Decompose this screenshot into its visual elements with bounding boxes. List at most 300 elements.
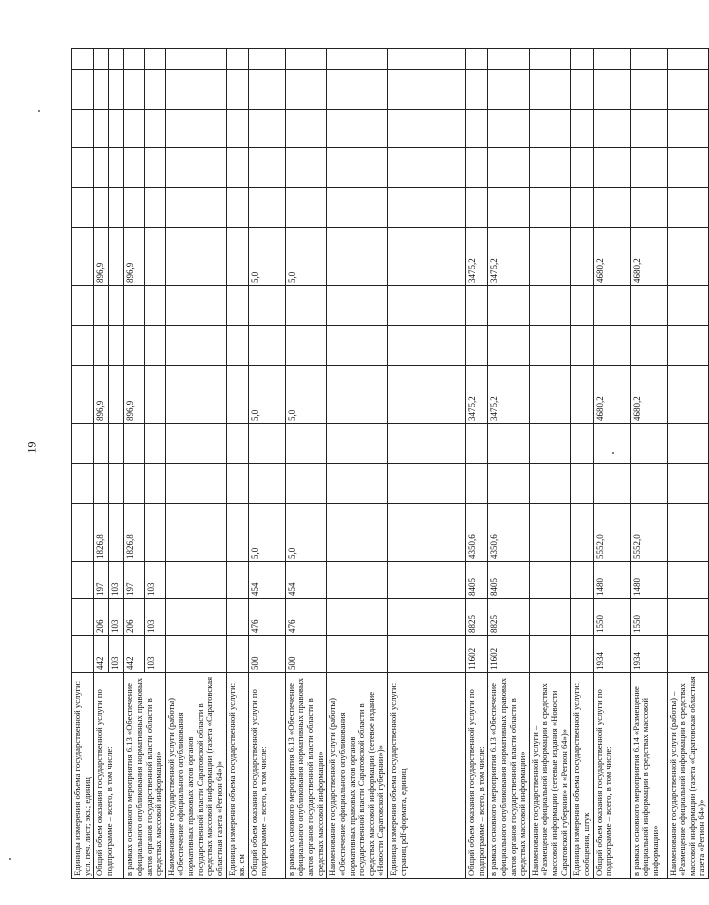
- value-cell: [667, 366, 709, 424]
- value-cell: [165, 366, 226, 424]
- value-cell: [529, 148, 571, 188]
- value-cell: [165, 599, 226, 636]
- value-cell: [124, 188, 145, 228]
- value-cell: [165, 49, 226, 70]
- value-cell: [72, 504, 94, 562]
- value-cell: 5552,0: [630, 504, 667, 562]
- value-cell: [593, 188, 630, 228]
- value-cell: [109, 464, 124, 504]
- value-cell: [630, 49, 667, 70]
- value-cell: 206: [94, 599, 109, 636]
- value-cell: [248, 49, 285, 70]
- value-cell: [94, 188, 109, 228]
- value-cell: [72, 148, 94, 188]
- value-cell: [667, 148, 709, 188]
- table-row: [466, 49, 488, 879]
- value-cell: [327, 636, 388, 673]
- table-row: [529, 49, 571, 879]
- value-cell: [145, 228, 166, 286]
- value-cell: [124, 70, 145, 110]
- value-cell: [388, 148, 466, 188]
- value-cell: [466, 424, 488, 464]
- value-cell: [529, 188, 571, 228]
- value-cell: [248, 148, 285, 188]
- value-cell: [388, 424, 466, 464]
- row-label: Общий объем оказания государственной услуги по подпрограмме – всего, в том числе:: [248, 673, 285, 879]
- value-cell: 4680,2: [593, 228, 630, 286]
- value-cell: [571, 599, 593, 636]
- value-cell: [630, 464, 667, 504]
- value-cell: [94, 464, 109, 504]
- value-cell: [285, 326, 327, 366]
- value-cell: [593, 464, 630, 504]
- value-cell: [667, 504, 709, 562]
- value-cell: [466, 148, 488, 188]
- table-row: [388, 49, 466, 879]
- row-label: Наименование государственной услуги – «Размещение официальной информации в средствах массовой информации (сетевые издания «Новости Саратовской губернии» и «Регион 64»)»: [529, 673, 571, 879]
- value-cell: [226, 366, 248, 424]
- row-label: Наименование государственной услуги (работы) «Обеспечение официального опубликования нормативных правовых актов органов государственной власти Саратовской области в средствах массовой информации (сетевое издание «Новости Саратовской губернии»)»: [327, 673, 388, 879]
- value-cell: 1826,8: [124, 504, 145, 562]
- table-row: [94, 49, 109, 879]
- row-label: в рамках основного мероприятия 6.13 «Обеспечение официального опубликования нормативных правовых актов органов государственной власти области в средствах массовой информации»: [124, 673, 166, 879]
- value-cell: 3475,2: [466, 228, 488, 286]
- value-cell: 896,9: [124, 366, 145, 424]
- value-cell: [165, 326, 226, 366]
- value-cell: [285, 110, 327, 148]
- value-cell: [226, 286, 248, 326]
- value-cell: 896,9: [124, 228, 145, 286]
- value-cell: [667, 562, 709, 599]
- value-cell: 8825: [466, 599, 488, 636]
- value-cell: [529, 504, 571, 562]
- value-cell: [72, 49, 94, 70]
- value-cell: [72, 326, 94, 366]
- value-cell: 4680,2: [630, 228, 667, 286]
- value-cell: 103: [145, 562, 166, 599]
- value-cell: 500: [248, 636, 285, 673]
- value-cell: [165, 70, 226, 110]
- value-cell: 476: [248, 599, 285, 636]
- table-row: [630, 49, 667, 879]
- value-cell: [226, 504, 248, 562]
- value-cell: [529, 366, 571, 424]
- value-cell: [145, 110, 166, 148]
- value-cell: [571, 464, 593, 504]
- value-cell: 476: [285, 599, 327, 636]
- value-cell: [226, 326, 248, 366]
- value-cell: [248, 110, 285, 148]
- value-cell: 454: [285, 562, 327, 599]
- value-cell: [248, 424, 285, 464]
- value-cell: [94, 49, 109, 70]
- value-cell: 197: [94, 562, 109, 599]
- table-row: [248, 49, 285, 879]
- value-cell: 1480: [630, 562, 667, 599]
- value-cell: [630, 286, 667, 326]
- value-cell: [145, 464, 166, 504]
- table-row: [488, 49, 530, 879]
- value-cell: [145, 148, 166, 188]
- value-cell: 896,9: [94, 366, 109, 424]
- value-cell: [248, 464, 285, 504]
- value-cell: [327, 366, 388, 424]
- value-cell: [529, 286, 571, 326]
- value-cell: [529, 424, 571, 464]
- value-cell: 5,0: [248, 504, 285, 562]
- value-cell: [488, 148, 530, 188]
- value-cell: [388, 636, 466, 673]
- value-cell: [571, 636, 593, 673]
- row-label: Общий объем оказания государственной услуги по подпрограмме – всего, в том числе:: [94, 673, 124, 879]
- value-cell: [593, 49, 630, 70]
- value-cell: 442: [124, 636, 145, 673]
- value-cell: [145, 424, 166, 464]
- rotated-table-container: [71, 49, 707, 879]
- table-row: [72, 49, 94, 879]
- value-cell: [466, 49, 488, 70]
- value-cell: [529, 464, 571, 504]
- value-cell: [630, 148, 667, 188]
- row-label: Единица измерения объема государственной услуги: страниц pdf-формата, единиц: [388, 673, 466, 879]
- table-row: [165, 49, 226, 879]
- table-row: [226, 49, 248, 879]
- value-cell: [109, 504, 124, 562]
- value-cell: [571, 286, 593, 326]
- value-cell: [667, 464, 709, 504]
- value-cell: 5,0: [248, 228, 285, 286]
- value-cell: [226, 424, 248, 464]
- value-cell: [145, 504, 166, 562]
- subprogram-volume-table: [71, 48, 709, 879]
- value-cell: [571, 188, 593, 228]
- row-label: Единица измерения объема государственной услуги: сообщения, штук: [571, 673, 593, 879]
- value-cell: [571, 70, 593, 110]
- value-cell: [630, 326, 667, 366]
- value-cell: [285, 464, 327, 504]
- value-cell: [667, 49, 709, 70]
- value-cell: [388, 504, 466, 562]
- value-cell: [226, 188, 248, 228]
- value-cell: [226, 110, 248, 148]
- value-cell: 103: [109, 636, 124, 673]
- value-cell: [226, 148, 248, 188]
- value-cell: [226, 636, 248, 673]
- value-cell: [109, 188, 124, 228]
- value-cell: [488, 70, 530, 110]
- value-cell: [388, 188, 466, 228]
- value-cell: [388, 110, 466, 148]
- value-cell: [593, 70, 630, 110]
- value-cell: [529, 70, 571, 110]
- value-cell: 11602: [488, 636, 530, 673]
- value-cell: [72, 228, 94, 286]
- value-cell: [165, 636, 226, 673]
- value-cell: [488, 326, 530, 366]
- value-cell: [109, 424, 124, 464]
- value-cell: 8825: [488, 599, 530, 636]
- value-cell: [327, 562, 388, 599]
- value-cell: [72, 70, 94, 110]
- value-cell: 1826,8: [94, 504, 109, 562]
- value-cell: [388, 49, 466, 70]
- value-cell: [388, 286, 466, 326]
- value-cell: [571, 110, 593, 148]
- value-cell: [94, 70, 109, 110]
- value-cell: 500: [285, 636, 327, 673]
- value-cell: [667, 286, 709, 326]
- value-cell: [94, 286, 109, 326]
- value-cell: [388, 366, 466, 424]
- value-cell: [165, 228, 226, 286]
- value-cell: [327, 599, 388, 636]
- value-cell: [488, 424, 530, 464]
- value-cell: [529, 326, 571, 366]
- value-cell: [388, 562, 466, 599]
- value-cell: [165, 286, 226, 326]
- value-cell: [327, 49, 388, 70]
- value-cell: [667, 424, 709, 464]
- value-cell: 1934: [630, 636, 667, 673]
- row-label: в рамках основного мероприятия 6.13 «Обеспечение официального опубликования нормативных правовых актов органов государственной власти области в средствах массовой информации»: [285, 673, 327, 879]
- table-row: [124, 49, 145, 879]
- value-cell: [466, 286, 488, 326]
- value-cell: [72, 424, 94, 464]
- value-cell: [72, 110, 94, 148]
- value-cell: [327, 504, 388, 562]
- value-cell: [94, 424, 109, 464]
- table-row: [667, 49, 709, 879]
- value-cell: [630, 188, 667, 228]
- value-cell: [327, 424, 388, 464]
- value-cell: [327, 188, 388, 228]
- value-cell: [72, 599, 94, 636]
- value-cell: 1550: [593, 599, 630, 636]
- value-cell: [630, 110, 667, 148]
- value-cell: 4350,6: [466, 504, 488, 562]
- value-cell: [529, 562, 571, 599]
- value-cell: [593, 148, 630, 188]
- value-cell: 3475,2: [488, 228, 530, 286]
- value-cell: [529, 49, 571, 70]
- value-cell: 5552,0: [593, 504, 630, 562]
- value-cell: 206: [124, 599, 145, 636]
- table-row: [571, 49, 593, 879]
- value-cell: [165, 148, 226, 188]
- value-cell: [593, 110, 630, 148]
- value-cell: [124, 424, 145, 464]
- scan-speck: [38, 110, 40, 112]
- value-cell: [285, 70, 327, 110]
- value-cell: 5,0: [285, 504, 327, 562]
- value-cell: [145, 286, 166, 326]
- value-cell: [109, 366, 124, 424]
- value-cell: [667, 70, 709, 110]
- value-cell: [327, 148, 388, 188]
- value-cell: [466, 70, 488, 110]
- value-cell: 103: [109, 562, 124, 599]
- value-cell: [488, 464, 530, 504]
- value-cell: [388, 326, 466, 366]
- value-cell: 103: [145, 599, 166, 636]
- value-cell: [571, 49, 593, 70]
- value-cell: 442: [94, 636, 109, 673]
- value-cell: [667, 599, 709, 636]
- value-cell: [571, 424, 593, 464]
- value-cell: [488, 188, 530, 228]
- value-cell: 4680,2: [630, 366, 667, 424]
- value-cell: 4680,2: [593, 366, 630, 424]
- value-cell: 11602: [466, 636, 488, 673]
- value-cell: [94, 148, 109, 188]
- value-cell: 5,0: [248, 366, 285, 424]
- value-cell: [109, 286, 124, 326]
- value-cell: [165, 504, 226, 562]
- value-cell: [327, 286, 388, 326]
- value-cell: 4350,6: [488, 504, 530, 562]
- value-cell: [327, 70, 388, 110]
- table-row: [327, 49, 388, 879]
- value-cell: [109, 326, 124, 366]
- value-cell: 103: [109, 599, 124, 636]
- value-cell: [667, 228, 709, 286]
- value-cell: [327, 228, 388, 286]
- row-label: Общий объем оказания государственной услуги по подпрограмме – всего, в том числе:: [466, 673, 488, 879]
- value-cell: [72, 464, 94, 504]
- value-cell: [529, 228, 571, 286]
- value-cell: [593, 286, 630, 326]
- value-cell: 896,9: [94, 228, 109, 286]
- value-cell: [165, 110, 226, 148]
- value-cell: [226, 49, 248, 70]
- value-cell: [248, 326, 285, 366]
- value-cell: [165, 562, 226, 599]
- value-cell: [285, 188, 327, 228]
- value-cell: [145, 366, 166, 424]
- value-cell: [571, 366, 593, 424]
- value-cell: [571, 326, 593, 366]
- row-label: в рамках основного мероприятия 6.14 «Размещение официальной информации в средствах массовой информации»: [630, 673, 667, 879]
- value-cell: [109, 148, 124, 188]
- value-cell: [488, 49, 530, 70]
- value-cell: [593, 326, 630, 366]
- value-cell: [72, 286, 94, 326]
- value-cell: [124, 110, 145, 148]
- value-cell: [488, 110, 530, 148]
- value-cell: [285, 286, 327, 326]
- value-cell: [285, 49, 327, 70]
- value-cell: [124, 326, 145, 366]
- value-cell: [529, 599, 571, 636]
- scan-speck: [9, 858, 11, 860]
- value-cell: [529, 110, 571, 148]
- value-cell: [466, 110, 488, 148]
- value-cell: [388, 599, 466, 636]
- value-cell: [109, 228, 124, 286]
- value-cell: [571, 504, 593, 562]
- value-cell: [124, 286, 145, 326]
- page-number: 19: [24, 441, 39, 454]
- value-cell: [145, 188, 166, 228]
- value-cell: [248, 286, 285, 326]
- value-cell: [529, 636, 571, 673]
- value-cell: 5,0: [285, 228, 327, 286]
- value-cell: 103: [145, 636, 166, 673]
- value-cell: [667, 636, 709, 673]
- table-row: [285, 49, 327, 879]
- value-cell: [388, 70, 466, 110]
- value-cell: 3475,2: [488, 366, 530, 424]
- value-cell: [226, 228, 248, 286]
- value-cell: [388, 228, 466, 286]
- value-cell: 1480: [593, 562, 630, 599]
- value-cell: [124, 148, 145, 188]
- value-cell: [94, 326, 109, 366]
- value-cell: [165, 188, 226, 228]
- value-cell: [388, 464, 466, 504]
- row-label: Единица измерения объема государственной услуги: кв. см: [226, 673, 248, 879]
- value-cell: 8405: [488, 562, 530, 599]
- value-cell: [109, 49, 124, 70]
- value-cell: [466, 464, 488, 504]
- row-label: Общий объем оказания государственной услуги по подпрограмме – всего, в том числе:: [593, 673, 630, 879]
- value-cell: [124, 49, 145, 70]
- value-cell: 454: [248, 562, 285, 599]
- value-cell: [285, 424, 327, 464]
- value-cell: [72, 636, 94, 673]
- value-cell: [124, 464, 145, 504]
- value-cell: [72, 366, 94, 424]
- value-cell: [466, 326, 488, 366]
- value-cell: [571, 148, 593, 188]
- value-cell: [327, 110, 388, 148]
- value-cell: [94, 110, 109, 148]
- value-cell: [145, 49, 166, 70]
- value-cell: [667, 110, 709, 148]
- row-label: Наименование государственной услуги (работы) – «Размещение официальной информации в средствах массовой информации (газета «Саратовская областная газета «Регион 64»)»: [667, 673, 709, 879]
- table-row: [593, 49, 630, 879]
- value-cell: [226, 464, 248, 504]
- value-cell: [593, 424, 630, 464]
- value-cell: 5,0: [285, 366, 327, 424]
- value-cell: [630, 70, 667, 110]
- value-cell: [667, 188, 709, 228]
- value-cell: [667, 326, 709, 366]
- value-cell: [109, 70, 124, 110]
- value-cell: [165, 464, 226, 504]
- value-cell: 3475,2: [466, 366, 488, 424]
- row-label: Наименование государственной услуги (работы) «Обеспечение официального опубликования нормативных правовых актов органов государственной власти Саратовской области в средствах массовой информации (газета «Саратовская областная газета «Регион 64»)»: [165, 673, 226, 879]
- value-cell: 1934: [593, 636, 630, 673]
- value-cell: [285, 148, 327, 188]
- value-cell: [488, 286, 530, 326]
- value-cell: [327, 464, 388, 504]
- value-cell: [226, 562, 248, 599]
- value-cell: [248, 188, 285, 228]
- row-label: в рамках основного мероприятия 6.13 «Обеспечение официального опубликования нормативных правовых актов органов государственной власти области в средствах массовой информации»: [488, 673, 530, 879]
- value-cell: [571, 228, 593, 286]
- value-cell: 8405: [466, 562, 488, 599]
- value-cell: [226, 599, 248, 636]
- value-cell: [165, 424, 226, 464]
- value-cell: [145, 326, 166, 366]
- value-cell: [571, 562, 593, 599]
- value-cell: 197: [124, 562, 145, 599]
- value-cell: [72, 188, 94, 228]
- value-cell: [248, 70, 285, 110]
- value-cell: [145, 70, 166, 110]
- value-cell: [72, 562, 94, 599]
